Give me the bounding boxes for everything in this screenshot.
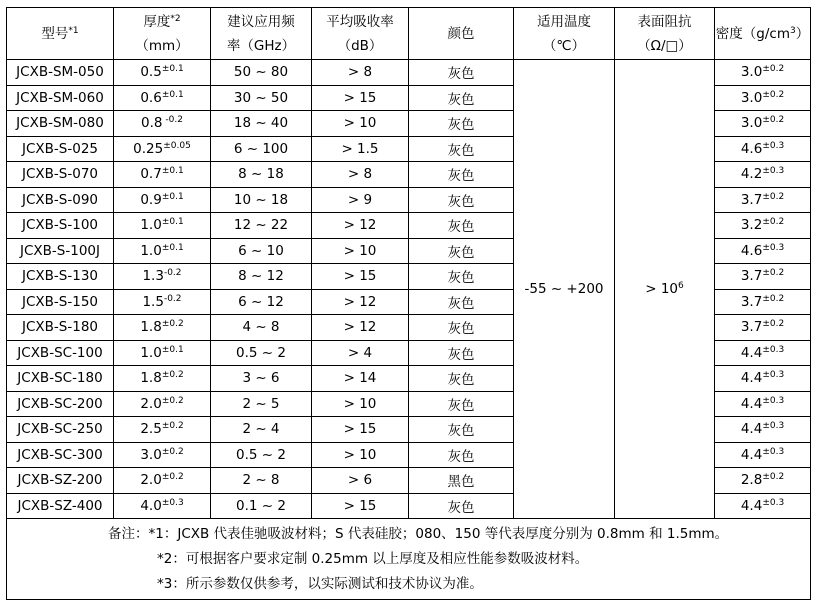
cell-frequency: 8 ~ 12 bbox=[211, 264, 312, 290]
cell-model: JCXB-S-150 bbox=[7, 289, 114, 315]
note-line: *2：可根据客户要求定制 0.25mm 以上厚度及相应性能参数吸波材料。 bbox=[157, 551, 589, 567]
cell-density: $4.4^{\pm 0.3}$ bbox=[715, 493, 811, 519]
cell-thickness: $1.0^{\pm 0.1}$ bbox=[114, 340, 211, 366]
cell-color: 灰色 bbox=[409, 315, 514, 341]
cell-absorption: > 10 bbox=[312, 391, 409, 417]
cell-color: 灰色 bbox=[409, 162, 514, 188]
note-line: 备注：*1：JCXB 代表佳驰吸波材料；S 代表硅胶；080、150 等代表厚度分别为 0.8mm 和 1.5mm。 bbox=[108, 526, 729, 542]
table-row bbox=[7, 60, 811, 86]
cell-model: JCXB-SM-050 bbox=[7, 60, 114, 86]
cell-model: JCXB-S-130 bbox=[7, 264, 114, 290]
cell-thickness: $0.5^{\pm 0.1}$ bbox=[114, 60, 211, 86]
cell-absorption: > 4 bbox=[312, 340, 409, 366]
cell-thickness: $1.5^{-0.2}$ bbox=[114, 289, 211, 315]
cell-color: 灰色 bbox=[409, 60, 514, 86]
cell-thickness: $4.0^{\pm 0.3}$ bbox=[114, 493, 211, 519]
cell-model: JCXB-SC-200 bbox=[7, 391, 114, 417]
cell-thickness: $0.25^{\pm 0.05}$ bbox=[114, 136, 211, 162]
cell-density: $3.7^{\pm 0.2}$ bbox=[715, 264, 811, 290]
cell-frequency: 30 ~ 50 bbox=[211, 85, 312, 111]
cell-absorption: > 10 bbox=[312, 111, 409, 137]
header-frequency: 建议应用频 率（GHz） bbox=[211, 8, 312, 60]
cell-density: $3.0^{\pm 0.2}$ bbox=[715, 111, 811, 137]
cell-absorption: > 12 bbox=[312, 289, 409, 315]
cell-frequency: 6 ~ 10 bbox=[211, 238, 312, 264]
cell-color: 灰色 bbox=[409, 187, 514, 213]
cell-frequency: 2 ~ 8 bbox=[211, 468, 312, 494]
cell-thickness: $1.0^{\pm 0.1}$ bbox=[114, 238, 211, 264]
cell-model: JCXB-S-070 bbox=[7, 162, 114, 188]
cell-thickness: $3.0^{\pm 0.2}$ bbox=[114, 442, 211, 468]
cell-color: 灰色 bbox=[409, 366, 514, 392]
cell-frequency: 0.5 ~ 2 bbox=[211, 442, 312, 468]
cell-thickness: $0.9^{\pm 0.1}$ bbox=[114, 187, 211, 213]
cell-color: 灰色 bbox=[409, 238, 514, 264]
cell-frequency: 2 ~ 4 bbox=[211, 417, 312, 443]
cell-frequency: 6 ~ 100 bbox=[211, 136, 312, 162]
cell-color: 灰色 bbox=[409, 493, 514, 519]
cell-thickness: $2.0^{\pm 0.2}$ bbox=[114, 391, 211, 417]
cell-frequency: 4 ~ 8 bbox=[211, 315, 312, 341]
cell-frequency: 12 ~ 22 bbox=[211, 213, 312, 239]
header-temperature: 适用温度 （℃） bbox=[514, 8, 615, 60]
cell-absorption: > 15 bbox=[312, 85, 409, 111]
cell-frequency: 18 ~ 40 bbox=[211, 111, 312, 137]
notes-row bbox=[7, 519, 811, 600]
cell-model: JCXB-S-100 bbox=[7, 213, 114, 239]
cell-density: $3.0^{\pm 0.2}$ bbox=[715, 60, 811, 86]
cell-model: JCXB-SZ-200 bbox=[7, 468, 114, 494]
cell-thickness: 0.8 $^{-0.2}$ bbox=[114, 111, 211, 137]
cell-absorption: > 15 bbox=[312, 417, 409, 443]
cell-frequency: 0.5 ~ 2 bbox=[211, 340, 312, 366]
cell-absorption: > 1.5 bbox=[312, 136, 409, 162]
cell-absorption: > 12 bbox=[312, 213, 409, 239]
cell-density: $4.6^{\pm 0.3}$ bbox=[715, 136, 811, 162]
cell-frequency: 50 ~ 80 bbox=[211, 60, 312, 86]
cell-absorption: > 6 bbox=[312, 468, 409, 494]
cell-color: 灰色 bbox=[409, 340, 514, 366]
header-model: 型号$^{*1}$ bbox=[7, 8, 114, 60]
cell-absorption: > 14 bbox=[312, 366, 409, 392]
cell-color: 黑色 bbox=[409, 468, 514, 494]
cell-model: JCXB-SC-180 bbox=[7, 366, 114, 392]
cell-model: JCXB-SC-250 bbox=[7, 417, 114, 443]
cell-frequency: 2 ~ 5 bbox=[211, 391, 312, 417]
cell-density: $3.7^{\pm 0.2}$ bbox=[715, 187, 811, 213]
header-absorption: 平均吸收率 （dB） bbox=[312, 8, 409, 60]
cell-color: 灰色 bbox=[409, 136, 514, 162]
cell-model: JCXB-SC-300 bbox=[7, 442, 114, 468]
cell-model: JCXB-SZ-400 bbox=[7, 493, 114, 519]
cell-model: JCXB-SM-060 bbox=[7, 85, 114, 111]
spec-table bbox=[6, 7, 811, 600]
cell-density: $3.0^{\pm 0.2}$ bbox=[715, 85, 811, 111]
cell-density: $4.6^{\pm 0.3}$ bbox=[715, 238, 811, 264]
cell-model: JCXB-SM-080 bbox=[7, 111, 114, 137]
cell-model: JCXB-S-090 bbox=[7, 187, 114, 213]
cell-color: 灰色 bbox=[409, 111, 514, 137]
header-thickness: 厚度$^{*2}$ （mm） bbox=[114, 8, 211, 60]
cell-frequency: 8 ~ 18 bbox=[211, 162, 312, 188]
cell-frequency: 3 ~ 6 bbox=[211, 366, 312, 392]
cell-frequency: 10 ~ 18 bbox=[211, 187, 312, 213]
cell-absorption: > 8 bbox=[312, 60, 409, 86]
cell-density: $3.2^{\pm 0.2}$ bbox=[715, 213, 811, 239]
cell-thickness: $0.6^{\pm 0.1}$ bbox=[114, 85, 211, 111]
cell-resistance-merged: > $10^6$ bbox=[615, 60, 715, 519]
header-row bbox=[7, 8, 811, 60]
cell-thickness: $1.8^{\pm 0.2}$ bbox=[114, 366, 211, 392]
cell-density: $4.4^{\pm 0.3}$ bbox=[715, 366, 811, 392]
cell-frequency: 0.1 ~ 2 bbox=[211, 493, 312, 519]
cell-density: $4.4^{\pm 0.3}$ bbox=[715, 417, 811, 443]
header-color: 颜色 bbox=[409, 8, 514, 60]
cell-color: 灰色 bbox=[409, 213, 514, 239]
cell-absorption: > 10 bbox=[312, 238, 409, 264]
notes-cell bbox=[7, 519, 811, 600]
cell-absorption: > 12 bbox=[312, 315, 409, 341]
cell-temperature-merged: -55 ~ +200 bbox=[514, 60, 615, 519]
cell-model: JCXB-S-100J bbox=[7, 238, 114, 264]
cell-density: $4.2^{\pm 0.3}$ bbox=[715, 162, 811, 188]
cell-density: $2.8^{\pm 0.2}$ bbox=[715, 468, 811, 494]
cell-absorption: > 15 bbox=[312, 264, 409, 290]
cell-thickness: $1.0^{\pm 0.1}$ bbox=[114, 213, 211, 239]
cell-density: $3.7^{\pm 0.2}$ bbox=[715, 289, 811, 315]
cell-color: 灰色 bbox=[409, 289, 514, 315]
spec-table-wrapper bbox=[6, 7, 811, 600]
table-body bbox=[7, 60, 811, 600]
cell-thickness: $1.8^{\pm 0.2}$ bbox=[114, 315, 211, 341]
cell-absorption: > 15 bbox=[312, 493, 409, 519]
cell-thickness: $2.5^{\pm 0.2}$ bbox=[114, 417, 211, 443]
cell-thickness: $0.7^{\pm 0.1}$ bbox=[114, 162, 211, 188]
cell-density: $3.7^{\pm 0.2}$ bbox=[715, 315, 811, 341]
header-resistance: 表面阻抗 （Ω/□） bbox=[615, 8, 715, 60]
cell-absorption: > 9 bbox=[312, 187, 409, 213]
cell-absorption: > 8 bbox=[312, 162, 409, 188]
cell-color: 灰色 bbox=[409, 417, 514, 443]
cell-density: $4.4^{\pm 0.3}$ bbox=[715, 442, 811, 468]
cell-thickness: $1.3^{-0.2}$ bbox=[114, 264, 211, 290]
cell-absorption: > 10 bbox=[312, 442, 409, 468]
cell-frequency: 6 ~ 12 bbox=[211, 289, 312, 315]
cell-color: 灰色 bbox=[409, 442, 514, 468]
cell-color: 灰色 bbox=[409, 264, 514, 290]
cell-model: JCXB-S-025 bbox=[7, 136, 114, 162]
cell-color: 灰色 bbox=[409, 391, 514, 417]
cell-thickness: $2.0^{\pm 0.2}$ bbox=[114, 468, 211, 494]
note-line: *3：所示参数仅供参考，以实际测试和技术协议为准。 bbox=[157, 576, 483, 592]
cell-density: $4.4^{\pm 0.3}$ bbox=[715, 340, 811, 366]
cell-density: $4.4^{\pm 0.3}$ bbox=[715, 391, 811, 417]
cell-model: JCXB-S-180 bbox=[7, 315, 114, 341]
cell-color: 灰色 bbox=[409, 85, 514, 111]
header-density: 密度$(g/cm^3)$ bbox=[715, 8, 811, 60]
cell-model: JCXB-SC-100 bbox=[7, 340, 114, 366]
